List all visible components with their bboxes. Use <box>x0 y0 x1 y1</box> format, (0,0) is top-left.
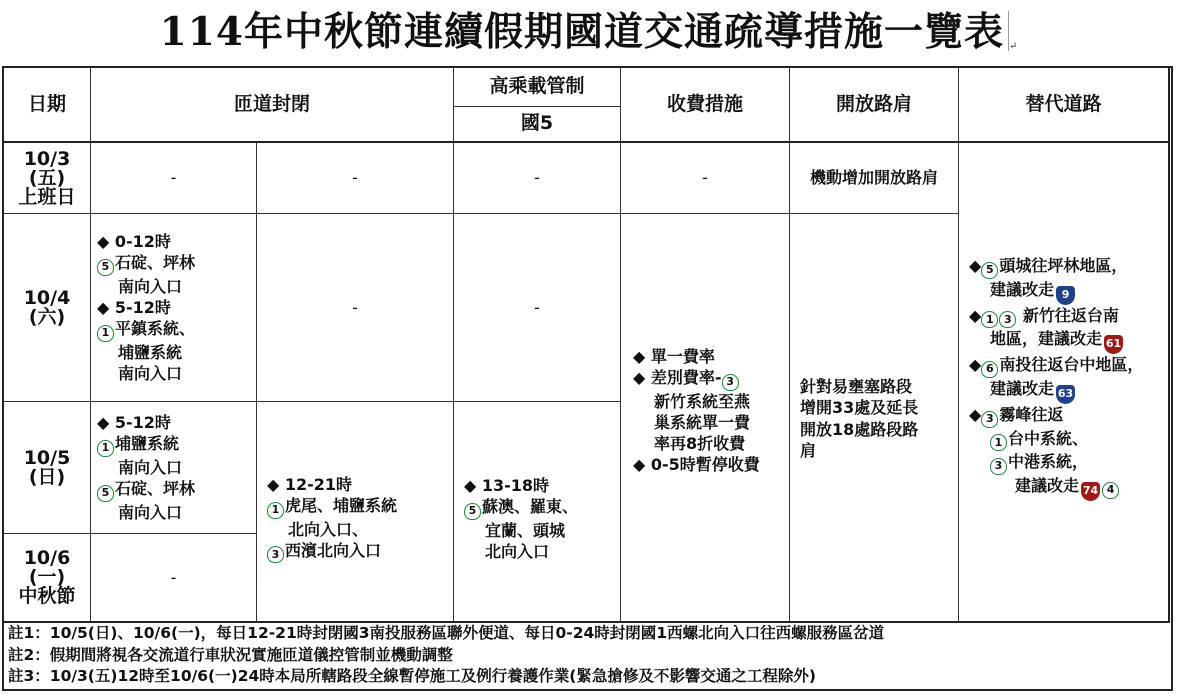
provincial-74-shield-icon: 74 <box>1081 482 1100 501</box>
time-range: ◆ 5-12時 <box>97 413 171 433</box>
toll-1003: - <box>702 168 708 188</box>
direction-text: 南向入口 <box>118 502 183 522</box>
toll-1004-1006 <box>621 214 789 621</box>
route-text: 新竹往返台南 <box>1022 305 1119 325</box>
freeway-5-shield-icon: 5 <box>97 485 114 502</box>
toll-detail: 新竹系統至燕 <box>654 391 751 411</box>
route-text: 頭城往坪林地區， <box>999 256 1128 276</box>
date-cell-1004 <box>4 214 90 401</box>
ramp-b-1003: - <box>352 168 358 188</box>
footnote-2: 註2：假期間將視各交流道行車狀況實施匝道儀控管制並機動調整 <box>8 645 453 664</box>
ramp-list: 石碇、坪林 <box>115 479 196 499</box>
date-text: 10/6 <box>23 547 71 569</box>
route-text: 建議改走 <box>990 279 1055 299</box>
freeway-3-shield-icon: 3 <box>999 311 1016 328</box>
freeway-3-shield-icon: 3 <box>990 458 1007 475</box>
route-text: 霧峰往返 <box>999 404 1064 424</box>
header-shoulder: 開放路肩 <box>835 92 912 115</box>
ramp-list: 蘇澳、羅東、 <box>482 497 579 517</box>
header-toll: 收費措施 <box>666 92 743 115</box>
toll-detail: 率再8折收費 <box>654 433 746 453</box>
ramp-list: 埔鹽系統 <box>118 342 183 362</box>
direction-text: 南向入口 <box>118 363 183 383</box>
toll-item: ◆ 0-5時暫停收費 <box>633 455 760 475</box>
ramp-a-1005 <box>91 402 256 533</box>
toll-detail: 巢系統單一費 <box>654 412 751 432</box>
freeway-1-shield-icon: 1 <box>990 434 1007 451</box>
shoulder-text: 開放18處路段路 <box>800 419 919 439</box>
footnote-1: 註1：10/5(日)、10/6(一)，每日12-21時封閉國3南投服務區聯外便道、每日0-24時封閉國1西螺北向入口往西螺服務區岔道 <box>8 624 885 642</box>
direction-text: 南向入口 <box>118 276 183 296</box>
direction-text: 北向入口 <box>485 541 550 561</box>
shoulder-text: 增開33處及延長 <box>800 398 919 418</box>
ramp-b-1004: - <box>352 297 358 317</box>
freeway-5-shield-icon: 5 <box>981 262 998 279</box>
freeway-5-shield-icon: 5 <box>97 259 114 276</box>
date-note: 中秋節 <box>18 585 76 607</box>
ramp-list: 西濱北向入口 <box>285 540 382 560</box>
toll-item: ◆ 單一費率 <box>633 346 715 366</box>
shoulder-text: 肩 <box>800 440 817 460</box>
provincial-61-shield-icon: 61 <box>1104 335 1123 354</box>
ramp-list: 宜蘭、頭城 <box>485 520 566 540</box>
weekday-text: (日) <box>28 465 66 488</box>
date-cell-1006 <box>4 534 90 621</box>
header-alternate: 替代道路 <box>1025 92 1102 115</box>
date-cell-1005 <box>4 402 90 533</box>
route-text: 中港系統， <box>1008 452 1089 472</box>
provincial-63-shield-icon: 63 <box>1056 385 1075 404</box>
ramp-a-1004 <box>91 214 256 401</box>
weekday-text: (一) <box>28 566 66 588</box>
header-ramp-closure: 匝道封閉 <box>233 92 310 115</box>
header-hov-sub: 國5 <box>520 112 554 135</box>
ramp-list: 平鎮系統、 <box>115 319 196 339</box>
hov-1005-1006 <box>454 402 620 621</box>
route-text: 南投往返台中地區， <box>999 355 1144 375</box>
alternate-roads: ◆ 5 頭城往坪林地區， 建議改走 9 ◆ 1 3 新竹往返台南 地區，建議改走 61 ◆ 6 南投往返台中地區， 建議改走 63 ◆ 3 霧峰往返 1 台中系統、 3 中港系統， 建議改走 74 4 <box>959 143 1168 621</box>
freeway-1-shield-icon: 1 <box>267 502 284 519</box>
table-right-inner-border <box>1168 68 1170 622</box>
ramp-list: 埔鹽系統 <box>115 434 180 454</box>
route-text: 建議改走 <box>990 379 1055 398</box>
title-text: 114年中秋節連續假期國道交通疏導措施一覽表 <box>159 9 1005 55</box>
date-note: 上班日 <box>18 185 76 208</box>
freeway-1-shield-icon: 1 <box>97 440 114 457</box>
shoulder-1003: 機動增加開放路肩 <box>809 168 938 188</box>
freeway-5-shield-icon: 5 <box>464 503 481 520</box>
header-date: 日期 <box>27 92 66 115</box>
footnotes <box>8 623 884 688</box>
freeway-3-shield-icon: 3 <box>981 411 998 428</box>
ramp-a-1003: - <box>170 168 177 188</box>
header-hov: 高乘載管制 <box>489 75 585 98</box>
freeway-1-shield-icon: 1 <box>97 325 114 342</box>
ramp-b-1005-1006 <box>257 402 453 621</box>
date-text: 10/3 <box>23 147 71 170</box>
weekday-text: (五) <box>28 166 66 189</box>
freeway-4-shield-icon: 4 <box>1102 482 1119 499</box>
ramp-list: 虎尾、埔鹽系統 <box>285 495 398 515</box>
freeway-1-shield-icon: 1 <box>981 311 998 328</box>
time-range: ◆ 13-18時 <box>464 475 550 495</box>
route-text: 地區，建議改走 <box>990 329 1103 349</box>
shoulder-1004-1006 <box>790 214 958 621</box>
page-title <box>0 2 1178 62</box>
freeway-3-shield-icon: 3 <box>722 374 739 391</box>
hov-1003: - <box>534 168 540 188</box>
time-range: ◆ 0-12時 <box>97 231 171 251</box>
freeway-3-shield-icon: 3 <box>267 546 284 563</box>
hov-1004: - <box>534 297 540 317</box>
shoulder-text: 針對易壅塞路段 <box>800 377 913 397</box>
route-text: 建議改走 <box>1015 476 1080 496</box>
freeway-6-shield-icon: 6 <box>981 361 998 378</box>
time-range: ◆ 12-21時 <box>267 474 353 494</box>
provincial-9-shield-icon: 9 <box>1056 286 1075 305</box>
direction-text: 南向入口 <box>118 457 183 477</box>
weekday-text: (六) <box>28 305 66 328</box>
date-text: 10/4 <box>23 286 71 309</box>
direction-text: 北向入口、 <box>288 519 369 539</box>
date-text: 10/5 <box>23 446 71 469</box>
footnote-3: 註3：10/3(五)12時至10/6(一)24時本局所轄路段全線暫停施工及例行養護作業(緊急搶修及不影響交通之工程除外) <box>8 667 816 685</box>
toll-item: ◆ 差別費率- <box>633 367 722 387</box>
time-range: ◆ 5-12時 <box>97 297 171 317</box>
ramp-a-1006: - <box>170 567 177 587</box>
date-cell-1003 <box>4 143 90 213</box>
ramp-list: 石碇、坪林 <box>115 253 196 273</box>
paragraph-mark: ↵ <box>1009 41 1019 52</box>
route-text: 台中系統、 <box>1008 428 1089 448</box>
